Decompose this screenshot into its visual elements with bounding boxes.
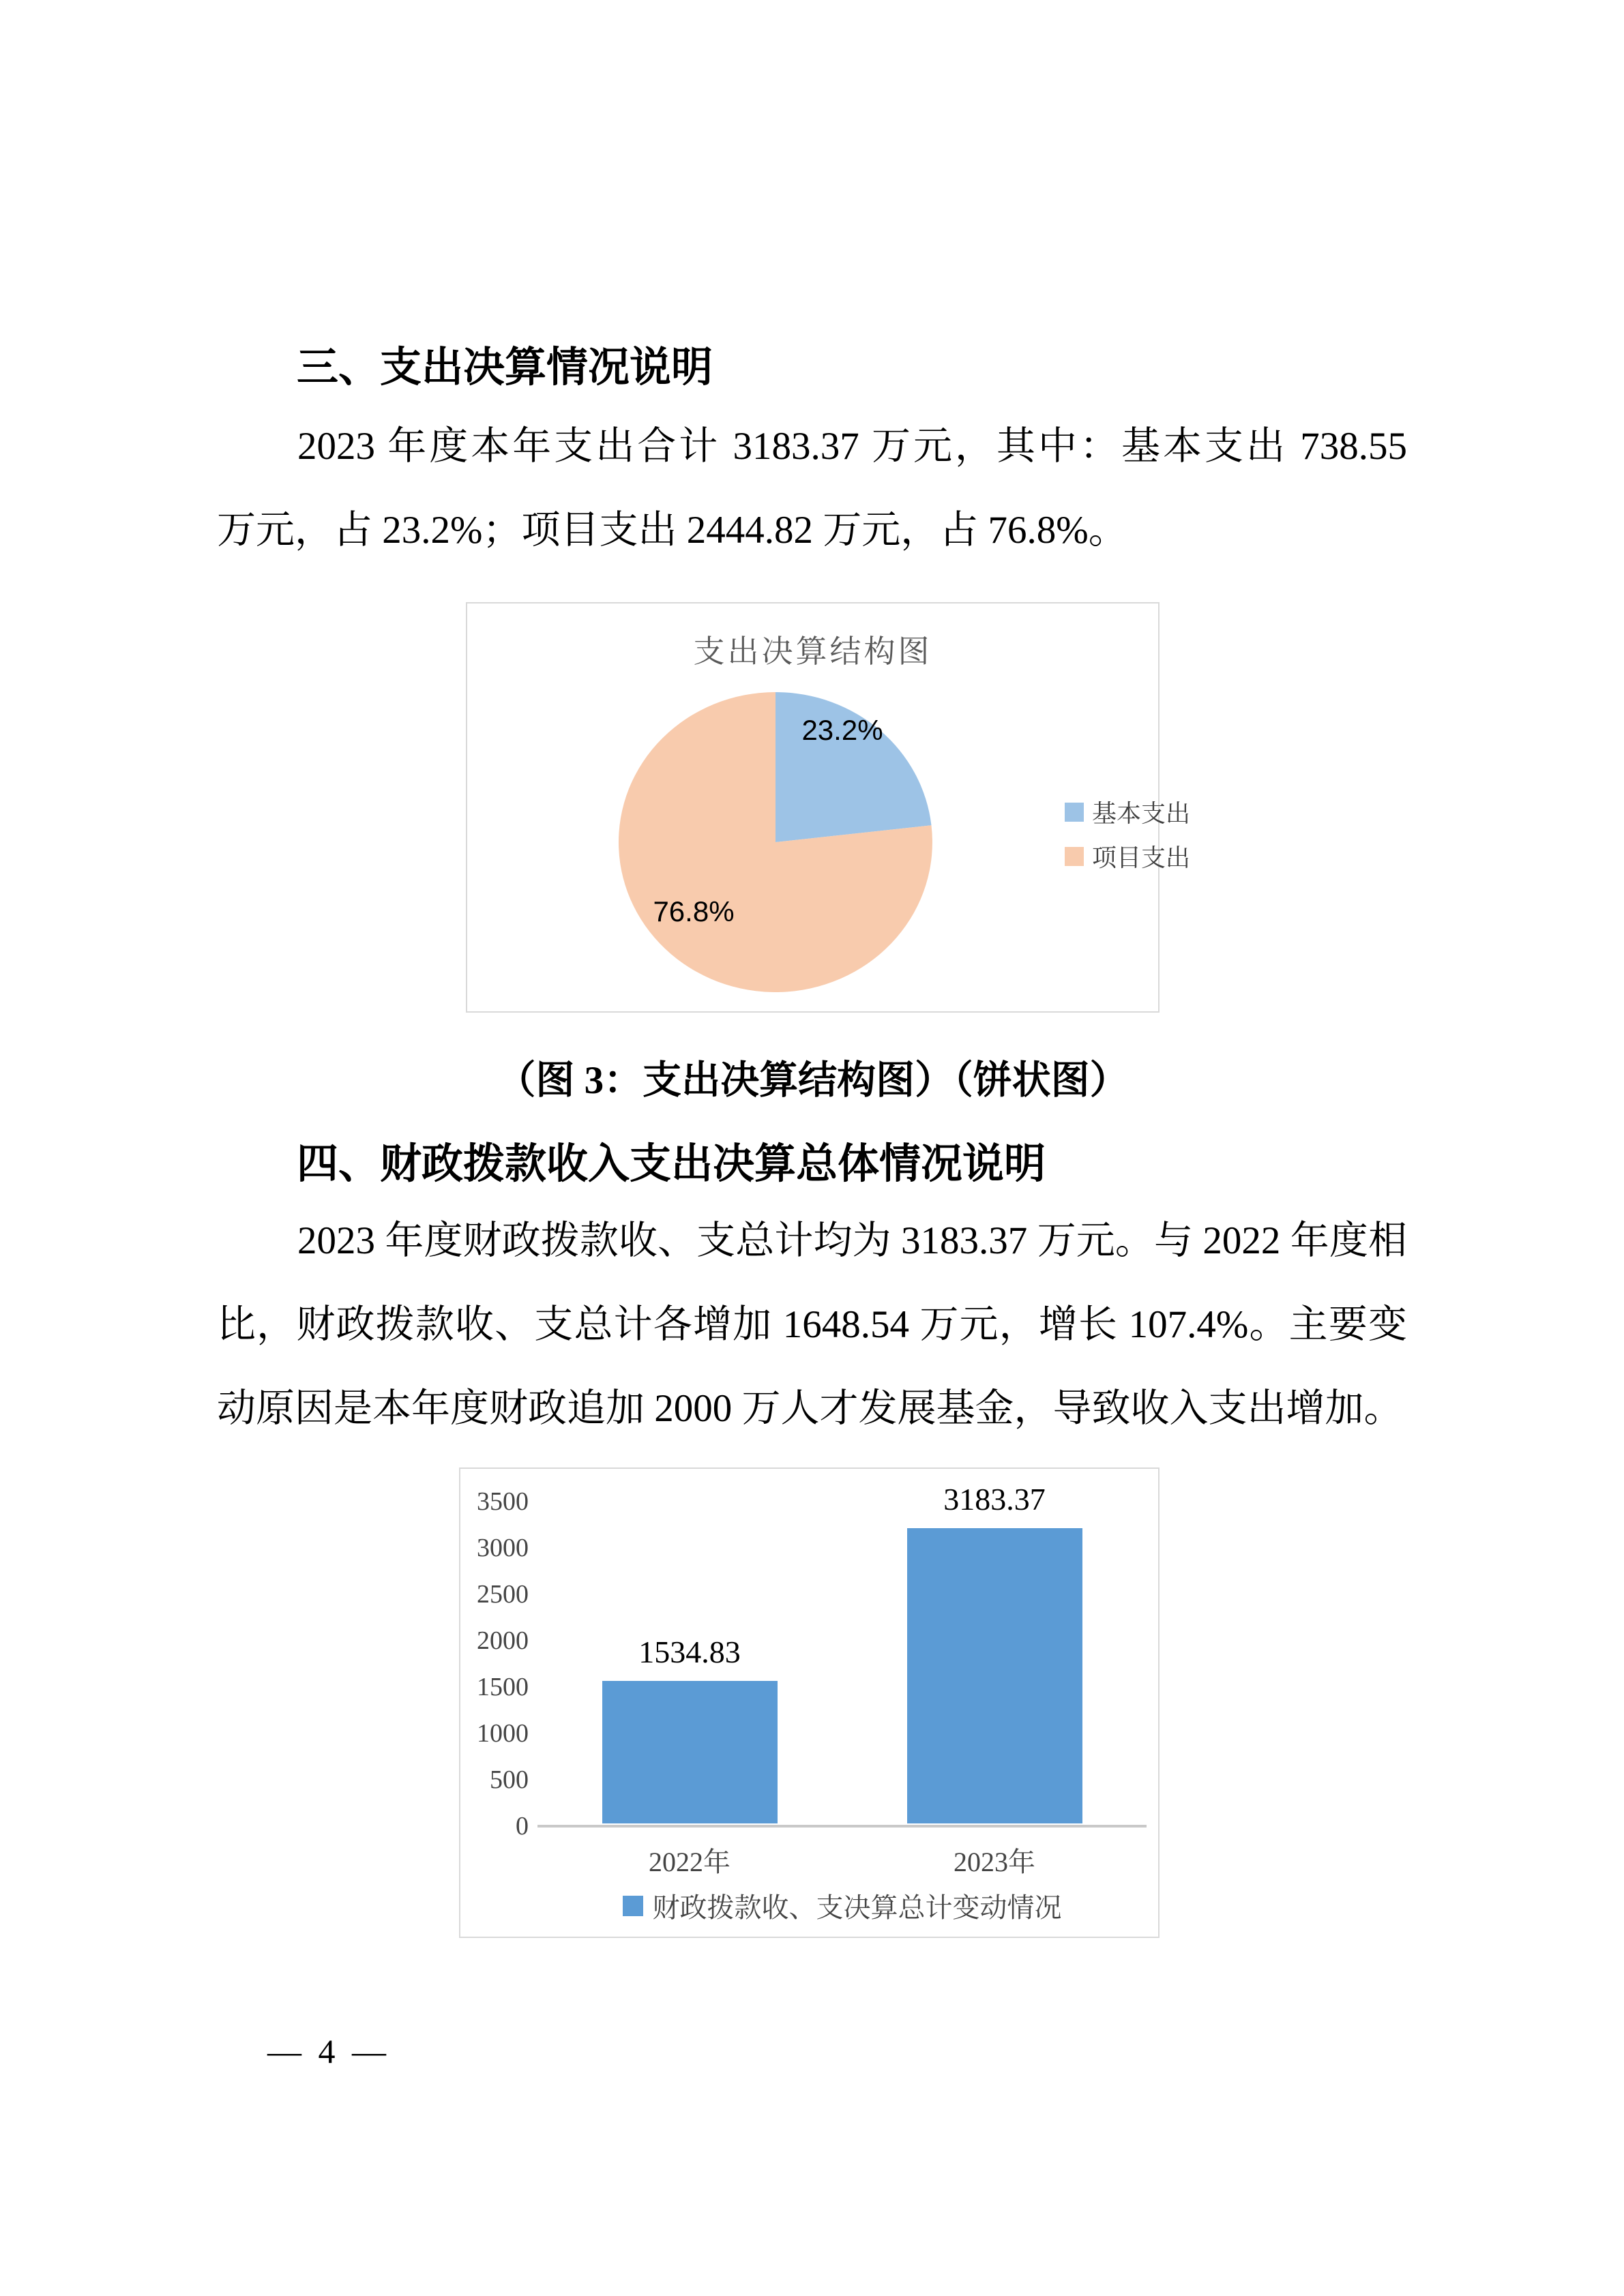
paragraph-line: 2023 年度财政拨款收、支总计均为 3183.37 万元。与 2022 年度相 xyxy=(297,1219,1407,1262)
bar-data-label: 3183.37 xyxy=(943,1482,1046,1517)
y-axis-tick-label: 1000 xyxy=(477,1719,529,1748)
paragraph-line: 2023 年度本年支出合计 3183.37 万元，其中：基本支出 738.55 xyxy=(297,425,1407,468)
pie-data-label: 76.8% xyxy=(653,895,735,927)
pie-data-label: 23.2% xyxy=(801,714,883,746)
pie-chart xyxy=(467,603,1161,1014)
bar-chart-figure xyxy=(459,1467,1160,1938)
y-axis-tick-label: 500 xyxy=(490,1765,529,1794)
y-axis-tick-label: 3000 xyxy=(477,1534,529,1562)
legend-label: 财政拨款收、支决算总计变动情况 xyxy=(652,1892,1062,1923)
bar-2022 xyxy=(602,1681,778,1823)
y-axis-tick-label: 0 xyxy=(516,1812,529,1840)
section4-heading: 四、财政拨款收入支出决算总体情况说明 xyxy=(297,1140,1046,1187)
legend-label: 基本支出 xyxy=(1092,800,1191,827)
pie-legend xyxy=(1065,794,1190,874)
y-axis-tick-label: 3500 xyxy=(477,1487,529,1516)
pie-chart-figure xyxy=(466,602,1191,1013)
section3-paragraph xyxy=(217,404,1407,572)
paragraph-line: 万元，占 23.2%；项目支出 2444.82 万元，占 76.8%。 xyxy=(217,509,1127,552)
x-axis-tick-label: 2022年 xyxy=(649,1847,730,1877)
bar-legend xyxy=(537,1886,1147,1925)
y-axis-tick-label: 2000 xyxy=(477,1626,529,1655)
paragraph-line: 比，财政拨款收、支总计各增加 1648.54 万元，增长 107.4%。主要变 xyxy=(217,1303,1407,1346)
legend-item xyxy=(1065,839,1190,874)
y-axis-tick-label: 1500 xyxy=(477,1673,529,1701)
legend-item xyxy=(1065,794,1190,829)
bar-2023 xyxy=(907,1528,1082,1823)
legend-label: 项目支出 xyxy=(1092,844,1191,871)
paragraph-line: 动原因是本年度财政追加 2000 万人才发展基金，导致收入支出增加。 xyxy=(217,1387,1403,1430)
x-axis-tick-label: 2023年 xyxy=(954,1847,1035,1877)
legend-swatch-icon xyxy=(1065,847,1084,866)
figure3-caption: （图 3：支出决算结构图）（饼状图） xyxy=(497,1059,1129,1102)
page-number: — 4 — xyxy=(267,2032,390,2070)
x-axis-line xyxy=(537,1825,1147,1828)
legend-swatch-icon xyxy=(623,1896,643,1916)
section3-heading: 三、支出决算情况说明 xyxy=(297,344,713,390)
section4-paragraph xyxy=(217,1199,1407,1450)
pie-chart-title: 支出决算结构图 xyxy=(693,634,932,669)
bar-data-label: 1534.83 xyxy=(638,1635,741,1669)
legend-swatch-icon xyxy=(1065,803,1084,822)
y-axis-tick-label: 2500 xyxy=(477,1580,529,1609)
